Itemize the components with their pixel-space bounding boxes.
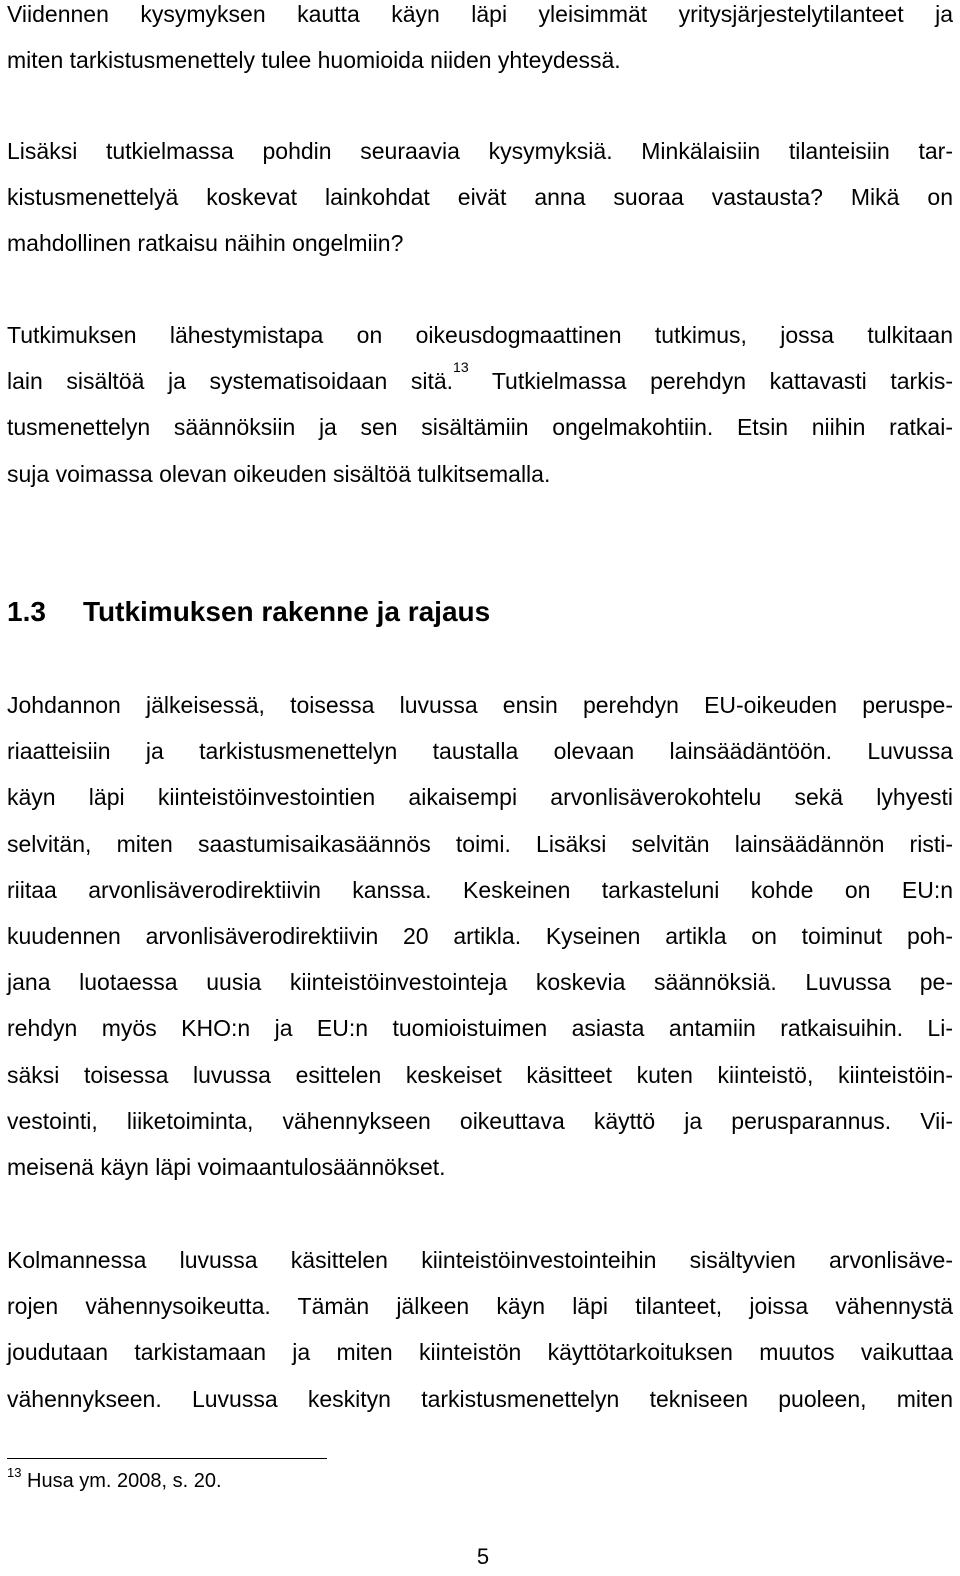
text-segment: lain sisältöä ja systematisoidaan sitä.: [7, 368, 454, 395]
paragraph-research-approach: [7, 312, 953, 497]
text-line: Lisäksi tutkielmassa pohdin seuraavia kysymyksiä. Minkälaisiin tilanteisiin tar-: [7, 138, 953, 164]
paragraph-structure-chapter-two: [7, 682, 953, 1190]
text-line: miten tarkistusmenettely tulee huomioida niiden yhteydessä.: [7, 47, 621, 74]
text-line: käyn läpi kiinteistöinvestointien aikaisempi arvonlisäverokohtelu sekä lyhyesti: [7, 784, 953, 811]
page-number: [0, 1544, 946, 1570]
text-segment: Tutkielmassa perehdyn kattavasti tarkis-: [468, 368, 953, 395]
text-line: riitaa arvonlisäverodirektiivin kanssa. Keskeinen tarkasteluni kohde on EU:n: [7, 876, 953, 903]
footnote-number: 13: [7, 1465, 22, 1480]
text-line: meisenä käyn läpi voimaantulosäännökset.: [7, 1154, 446, 1181]
text-line-with-footnote: [7, 358, 953, 404]
text-line: vestointi, liiketoiminta, vähennykseen oikeuttava käyttö ja perusparannus. Vii-: [7, 1107, 953, 1134]
footnote-text: Husa ym. 2008, s. 20.: [21, 1470, 222, 1492]
footnote-reference: 13: [453, 359, 469, 376]
text-line: kistusmenettelyä koskevat lainkohdat eivät anna suoraa vastausta? Mikä on: [7, 184, 953, 211]
text-line: rehdyn myös KHO:n ja EU:n tuomioistuimen asiasta antamiin ratkaisuihin. Li-: [7, 1015, 953, 1042]
text-line: säksi toisessa luvussa esittelen keskeiset käsitteet kuten kiinteistö, kiinteistöin-: [7, 1061, 953, 1088]
page-number-text: 5: [476, 1544, 490, 1569]
text-line: kuudennen arvonlisäverodirektiivin 20 artikla. Kyseinen artikla on toiminut poh-: [7, 923, 953, 950]
text-line: rojen vähennysoikeutta. Tämän jälkeen käyn läpi tilanteet, joissa vähennystä: [7, 1293, 953, 1320]
footnote: [7, 1466, 222, 1496]
text-line: jana luotaessa uusia kiinteistöinvestointeja koskevia säännöksiä. Luvussa pe-: [7, 969, 953, 996]
text-line: tusmenettelyn säännöksiin ja sen sisältämiin ongelmakohtiin. Etsin niihin ratkai-: [7, 414, 953, 441]
text-line: Tutkimuksen lähestymistapa on oikeusdogmaattinen tutkimus, jossa tulkitaan: [7, 322, 953, 348]
section-number: 1.3: [7, 596, 46, 627]
paragraph-additional-questions: [7, 128, 953, 267]
text-line: suja voimassa olevan oikeuden sisältöä tulkitsemalla.: [7, 460, 551, 487]
text-line: Johdannon jälkeisessä, toisessa luvussa ensin perehdyn EU-oikeuden peruspe-: [7, 692, 953, 718]
paragraph-intro-fifth-question: [7, 0, 953, 83]
footnote-separator: [7, 1458, 327, 1459]
text-line: mahdollinen ratkaisu näihin ongelmiin?: [7, 230, 404, 257]
paragraph-structure-chapter-three: [7, 1237, 953, 1422]
text-line: Kolmannessa luvussa käsittelen kiinteistöinvestointeihin sisältyvien arvonlisäve-: [7, 1247, 953, 1273]
section-heading: [7, 592, 490, 632]
text-line: vähennykseen. Luvussa keskityn tarkistusmenettelyn tekniseen puoleen, miten: [7, 1385, 953, 1412]
text-line: selvitän, miten saastumisaikasäännös toimi. Lisäksi selvitän lainsäädännön risti-: [7, 830, 953, 857]
text-line: riaatteisiin ja tarkistusmenettelyn taustalla olevaan lainsäädäntöön. Luvussa: [7, 738, 953, 765]
text-line: joudutaan tarkistamaan ja miten kiinteistön käyttötarkoituksen muutos vaikuttaa: [7, 1339, 953, 1366]
section-title: Tutkimuksen rakenne ja rajaus: [83, 596, 491, 627]
text-line: Viidennen kysymyksen kautta käyn läpi yleisimmät yritysjärjestelytilanteet ja: [7, 1, 953, 27]
